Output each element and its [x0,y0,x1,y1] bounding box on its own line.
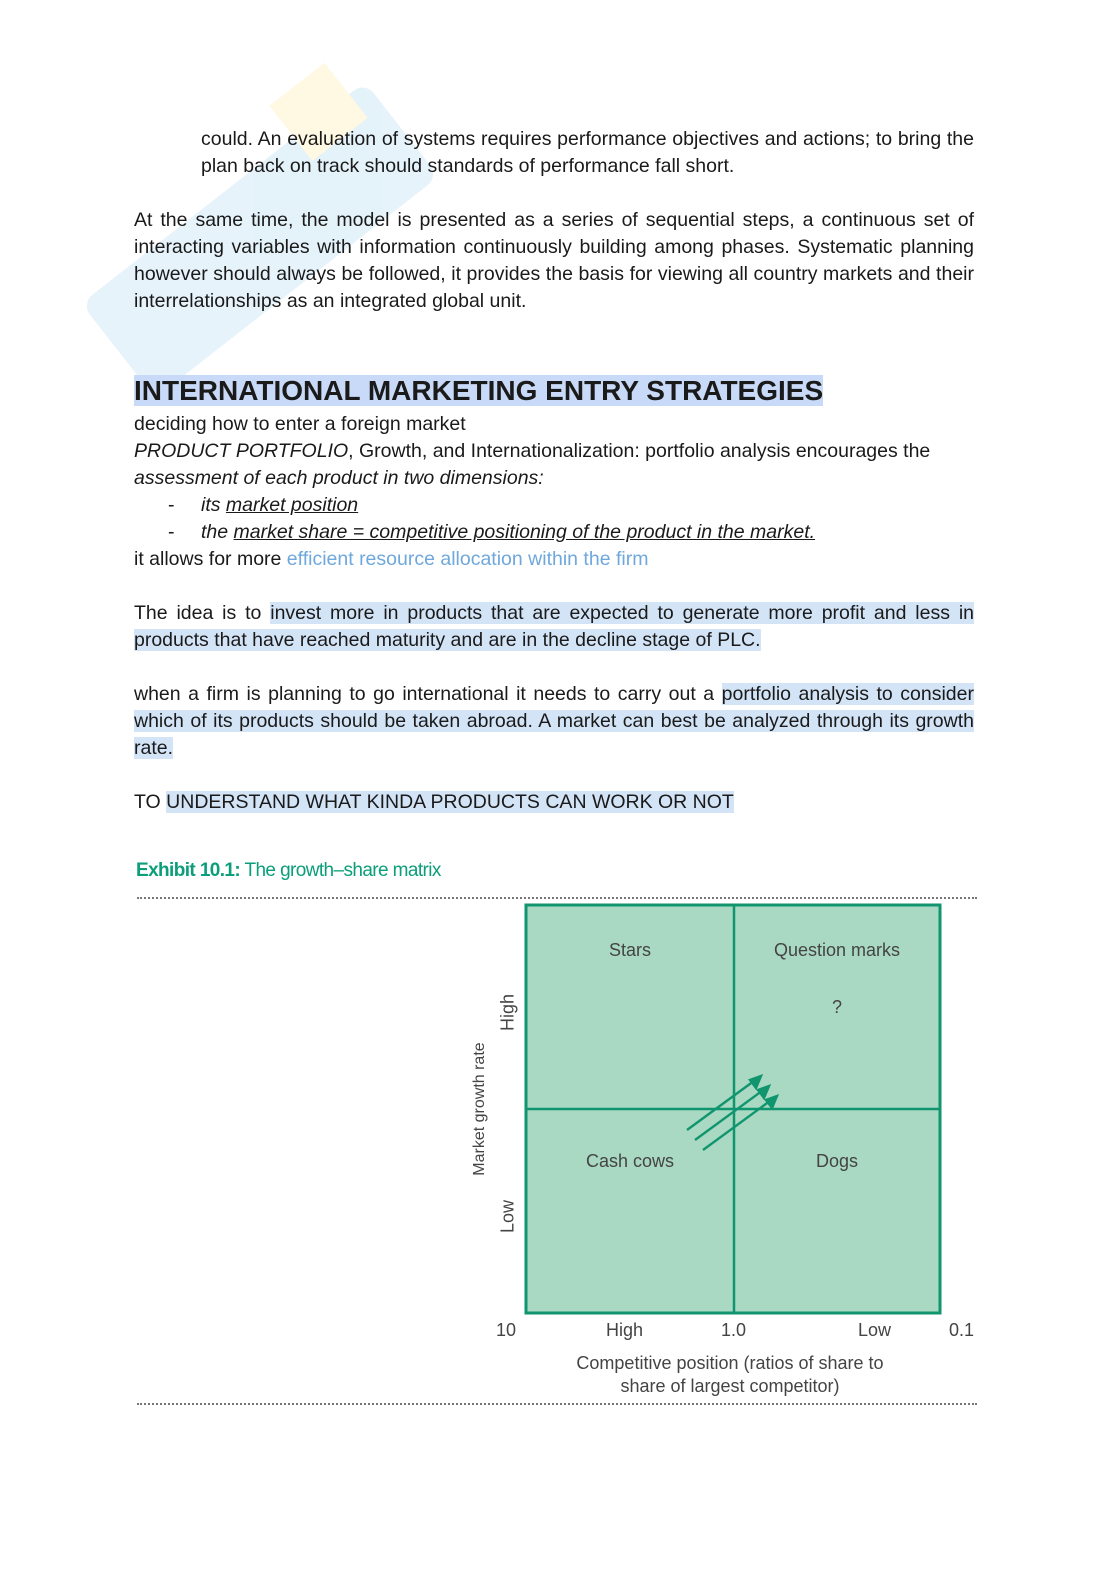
top-dotted-rule [137,897,977,899]
x-axis-high: High [606,1320,644,1340]
x-axis-01: 0.1 [949,1320,975,1340]
quadrant-cash-cows: Cash cows [585,1151,675,1171]
understand-line: TO UNDERSTAND WHAT KINDA PRODUCTS CAN WORK OR NOT [134,791,734,813]
document-body [134,126,974,816]
entry-line: deciding how to enter a foreign market [134,413,466,435]
x-axis-10: 10 [496,1320,517,1340]
x-axis-title-line1: Competitive position (ratios of share to [576,1353,884,1373]
x-axis-title-line2: share of largest competitor) [620,1376,840,1396]
allocation-line: it allows for more efficient resource allocation within the firm [134,548,649,570]
allocation-link-text: efficient resource allocation within the firm [286,548,649,570]
x-axis-1: 1.0 [721,1320,747,1340]
matrix-graphic [460,900,980,1400]
y-axis-title: Market growth rate [471,1042,488,1176]
dimension-list [134,492,974,546]
portfolio-line: PRODUCT PORTFOLIO, Growth, and Internationalization: portfolio analysis encourages the [134,440,931,462]
continuation-paragraph: could. An evaluation of systems requires performance objectives and actions; to bring the plan back on track should standards of performance fall short. [201,128,974,177]
portfolio-paragraph: when a firm is planning to go international it needs to carry out a portfolio analysis to consider which of its products should be taken abroad. A market can best be analyzed through its growth rate. [134,683,974,759]
quadrant-dogs: Dogs [815,1151,859,1171]
x-axis-low: Low [858,1320,892,1340]
list-item: - the market share = competitive positioning of the product in the market. [168,519,974,546]
portfolio-term: PRODUCT PORTFOLIO [134,440,349,462]
question-symbol: ? [831,997,842,1017]
bottom-dotted-rule [137,1403,977,1405]
quadrant-question-marks: Question marks [773,940,901,960]
exhibit-title: Exhibit 10.1: The growth–share matrix [136,860,441,881]
y-axis-high: High [497,993,518,1032]
list-item: - its market position [168,492,974,519]
idea-paragraph: The idea is to invest more in products that are expected to generate more profit and less in products that have reached maturity and are in the decline stage of PLC. [134,602,975,651]
model-paragraph: At the same time, the model is presented as a series of sequential steps, a continuous set of interacting variables with information continuously building among phases. Systematic planning however should always be followed, it provides the basis for viewing all country markets and their interrelationships as an integrated global unit. [134,209,974,312]
section-heading: INTERNATIONAL MARKETING ENTRY STRATEGIES [134,375,824,406]
growth-share-matrix [460,900,980,1400]
quadrant-stars: Stars [608,940,651,960]
assessment-line: assessment of each product in two dimensions: [134,467,544,489]
y-axis-low: Low [497,1199,518,1234]
